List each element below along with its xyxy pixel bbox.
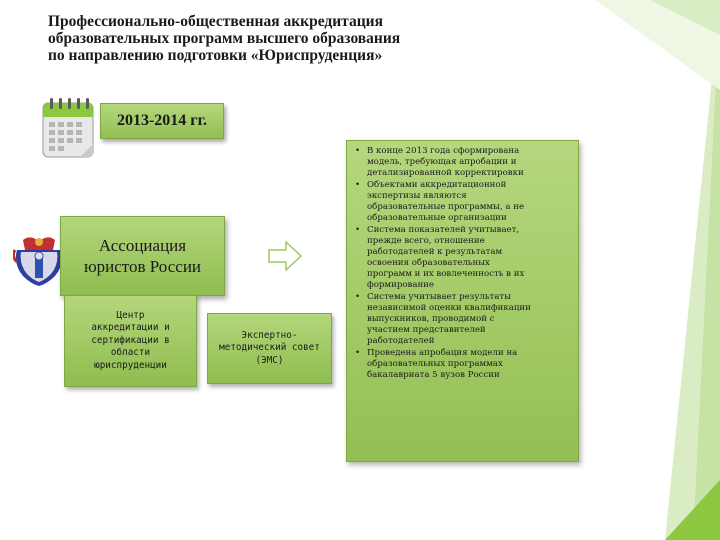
bullet-item: • В конце 2013 года сформирована модель, требующая апробации и детализированной корректировки: [353, 146, 572, 179]
year-box: 2013-2014 гг.: [100, 103, 224, 139]
corner-decoration: [555, 0, 720, 540]
bullet-item: • Проведена апробация модели на образовательных программах бакалавриата 5 вузов России: [353, 348, 572, 381]
center-line: аккредитации и: [91, 322, 170, 334]
expert-council-box: [207, 313, 332, 384]
title-line: Профессионально-общественная аккредитация: [48, 13, 383, 30]
bullet-item: • Система учитывает результаты независимой оценки квалификации выпускников, проводимой с участием представителей работодателей: [353, 292, 572, 347]
title-line: по направлению подготовки «Юриспруденция»: [48, 47, 383, 64]
center-line: сертификации в: [91, 334, 170, 346]
association-line: юристов России: [83, 257, 202, 276]
association-box: [60, 216, 225, 296]
title-line: образовательных программ высшего образования: [48, 30, 401, 47]
right-arrow-icon: [268, 241, 302, 271]
accreditation-center-box: [64, 295, 197, 387]
ems-line: (ЭМС): [255, 354, 284, 366]
ems-line: Экспертно-: [241, 329, 298, 341]
association-line: Ассоциация: [98, 236, 187, 255]
center-line: Центр: [116, 309, 145, 321]
ems-line: методический совет: [219, 342, 320, 354]
bullet-item: • Объектами аккредитационной экспертизы являются образовательные программы, а не образовательные организации: [353, 180, 572, 224]
center-line: области: [110, 347, 151, 359]
association-emblem-icon: [13, 232, 65, 288]
page-title: [48, 13, 518, 64]
calendar-icon: [40, 97, 98, 159]
bullet-item: • Система показателей учитывает, прежде всего, отношение работодателей к результатам освоения образовательных программ и их вовлеченность в их формирование: [353, 225, 572, 291]
model-description-box: [346, 140, 579, 462]
center-line: юриспруденции: [94, 359, 167, 371]
